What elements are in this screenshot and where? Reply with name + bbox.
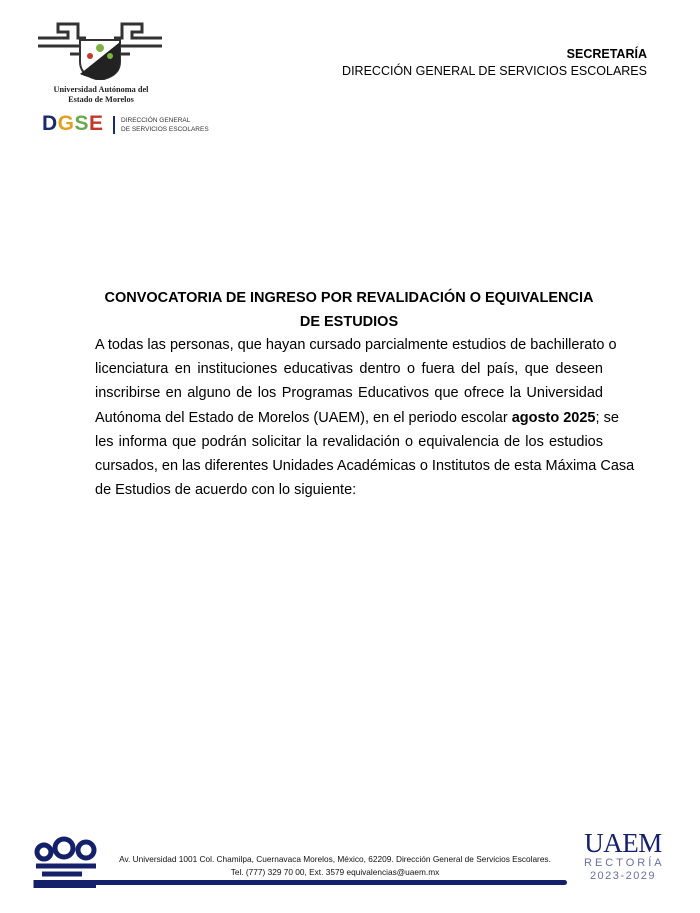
dgse-logo	[42, 112, 104, 136]
paragraph-line: cursados, en las diferentes Unidades Académicas o Institutos de esta Máxima Casa	[95, 458, 635, 475]
office-name: DIRECCIÓN GENERAL DE SERVICIOS ESCOLARES	[342, 64, 647, 78]
logo-line: Estado de Morelos	[68, 95, 134, 104]
text-segment: ; se	[595, 409, 619, 426]
university-seal-logo	[36, 18, 164, 80]
logo-line: Universidad Autónoma del	[53, 85, 149, 94]
footer-divider	[35, 880, 567, 885]
logo-letter: E	[89, 112, 104, 135]
logo-period: 2023-2029	[589, 870, 657, 882]
department-name: SECRETARÍA	[566, 47, 647, 61]
subtitle-line: DE SERVICIOS ESCOLARES	[121, 126, 209, 133]
logo-letter: D	[42, 112, 58, 135]
paragraph-line: les informa que podrán solicitar la revalidación o equivalencia de los estudios	[95, 433, 603, 450]
paragraph-line: A todas las personas, que hayan cursado parcialmente estudios de bachillerato o	[95, 337, 617, 353]
logo-letter: S	[74, 112, 90, 135]
footer-address: Av. Universidad 1001 Col. Chamilpa, Cuernavaca Morelos, México, 62209. Dirección General de Servicios Escolares.	[119, 854, 551, 864]
paragraph-line	[95, 406, 619, 430]
footer-contact	[110, 853, 560, 879]
logo-letter: G	[57, 112, 75, 135]
uaem-rectoria-logo	[584, 828, 665, 883]
logo-name: UAEM	[584, 828, 662, 858]
body-paragraph	[95, 333, 635, 502]
paragraph-line: inscribirse en alguno de los Programas Educativos que ofrece la Universidad	[95, 385, 603, 402]
text-segment: Autónoma del Estado de Morelos (UAEM), en el periodo escolar	[95, 409, 512, 426]
paragraph-line: de Estudios de acuerdo con lo siguiente:	[95, 482, 357, 499]
document-title: CONVOCATORIA DE INGRESO POR REVALIDACIÓN O EQUIVALENCIA DE ESTUDIOS	[104, 290, 594, 330]
header-department	[342, 46, 647, 80]
subtitle-line: DIRECCIÓN GENERAL	[121, 117, 191, 124]
paragraph-line: licenciatura en instituciones educativas dentro o fuera del país, que deseen	[95, 361, 603, 378]
period-highlight: agosto 2025	[511, 409, 596, 426]
university-name-logo	[36, 85, 166, 105]
dgse-subtitle	[113, 116, 209, 134]
footer-phone-email: Tel. (777) 329 70 00, Ext. 3579 equivalencias@uaem.mx	[230, 867, 440, 877]
logo-subtitle: RECTORÍA	[584, 857, 665, 869]
